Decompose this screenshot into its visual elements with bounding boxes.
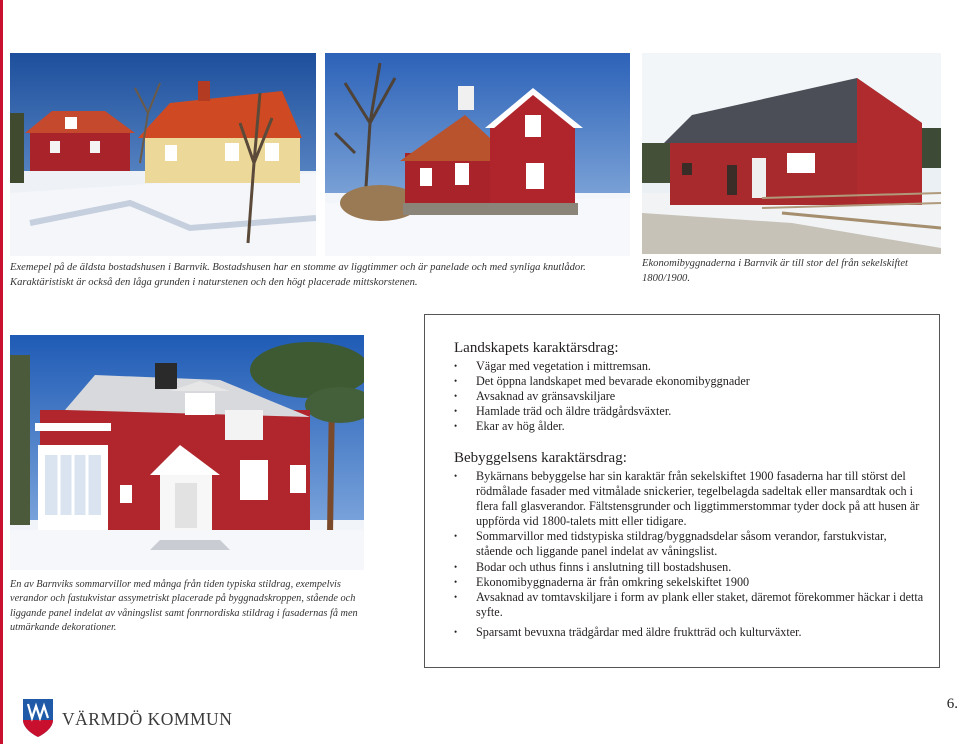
varmdo-kommun-logo (22, 698, 262, 738)
logo-text: VÄRMDÖ KOMMUN (62, 709, 233, 729)
list-item: • Bykärnans bebyggelse har sin karaktär från sekelskiftet 1900 fasaderna har till störst del rödmålade fasader med vitmålade snickerier, tegelbelagda sadeltak eller mansardtak och i flera fall glasverandor. Fältstensgrunder och liggtimmerstommar tyder dock på att husen är uppförda vid 1800-talets mitt eller tidigare. (454, 469, 924, 529)
left-edge-stripe (0, 0, 3, 744)
list-item: • Avsaknad av tomtavskiljare i form av plank eller staket, däremot förekommer häckar i detta syfte. (454, 590, 924, 620)
list-item: • Vägar med vegetation i mittremsan. (454, 359, 924, 374)
caption-summer-villa: En av Barnviks sommarvillor med många från tiden typiska stildrag, exempelvis verandor och fastukvistar assymetriskt placerade på byggnadskroppen, stående och liggande panel indelat av våningslist samt fonrnordiska stildrag i fasadernas få men utmärkande dekorationer. (10, 579, 358, 633)
list-item: • Hamlade träd och äldre trädgårdsväxter. (454, 404, 924, 419)
landscape-section (454, 339, 924, 434)
buildings-list (454, 469, 924, 640)
photo-old-houses (10, 53, 316, 256)
characteristics-box (424, 314, 940, 668)
photo-red-barn (642, 53, 941, 254)
list-item: • Ekar av hög ålder. (454, 419, 924, 434)
landscape-heading: Landskapets karaktärsdrag: (454, 340, 619, 356)
list-item: • Sommarvillor med tidstypiska stildrag/byggnadsdelar såsom verandor, farstukvistar, stående och liggande panel indelat av våningslist. (454, 529, 924, 559)
list-item: • Avsaknad av gränsavskiljare (454, 389, 924, 404)
page-number: 6. (946, 696, 958, 712)
list-item: • Sparsamt bevuxna trädgårdar med äldre fruktträd och kulturväxter. (454, 625, 924, 640)
list-item: • Det öppna landskapet med bevarade ekonomibyggnader (454, 374, 924, 389)
buildings-heading: Bebyggelsens karaktärsdrag: (454, 450, 627, 466)
caption-barns: Ekonomibyggnaderna i Barnvik är till stor del från sekelskiftet 1800/1900. (642, 258, 908, 284)
coat-of-arms-icon (22, 698, 54, 738)
list-item: • Bodar och uthus finns i anslutning till bostadshusen. (454, 560, 924, 575)
caption-old-houses: Exemepel på de äldsta bostadshusen i Barnvik. Bostadshusen har en stomme av liggtimmer och är panelade och med synliga knutlådor. Karaktäristiskt är också den låga grunden i naturstenen och den högt placerade mittskorstenen. (10, 262, 586, 288)
list-item: • Ekonomibyggnaderna är från omkring sekelskiftet 1900 (454, 575, 924, 590)
photo-red-cottage (325, 53, 630, 256)
photo-summer-villa (10, 335, 364, 570)
landscape-list (454, 359, 924, 434)
buildings-section (454, 449, 924, 640)
